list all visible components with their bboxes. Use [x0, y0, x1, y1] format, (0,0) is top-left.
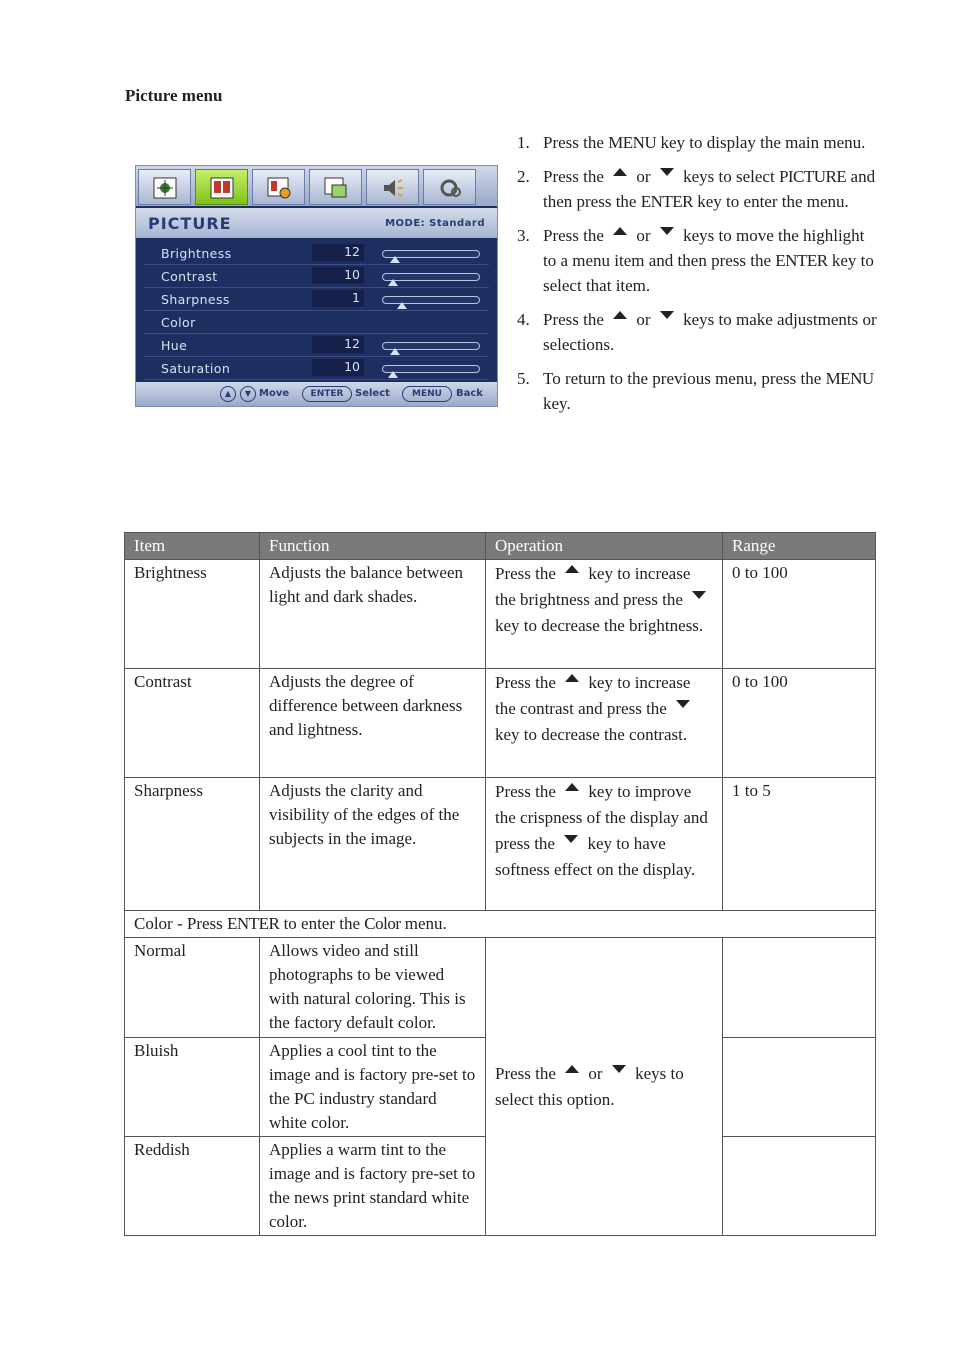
- picture-settings-table: [124, 532, 876, 1236]
- system-icon: [423, 169, 476, 205]
- slider-knob-icon: [390, 256, 400, 263]
- cell-function: Applies a cool tint to the image and is factory pre-set to the PC industry standard white color.: [260, 1038, 486, 1137]
- table-row-sharpness: [125, 778, 876, 911]
- audio-icon: [366, 169, 419, 205]
- up-arrow-icon: [613, 168, 627, 176]
- osd-slider: [382, 342, 480, 350]
- osd-row-label: Color: [161, 315, 196, 330]
- up-arrow-icon: [565, 1065, 579, 1073]
- down-arrow-icon: [660, 311, 674, 319]
- osd-picture-menu-screenshot: [135, 165, 498, 407]
- cell-range: [723, 938, 876, 1038]
- slider-knob-icon: [390, 348, 400, 355]
- osd-slider: [382, 365, 480, 373]
- step-2: 2. Press the or keys to select PICTURE and then press the ENTER key to enter the menu.: [517, 167, 876, 211]
- cell-range: 0 to 100: [723, 669, 876, 778]
- osd-slider: [382, 273, 480, 281]
- header-range: Range: [723, 533, 876, 560]
- cell-item: Bluish: [125, 1038, 260, 1137]
- cell-range: 0 to 100: [723, 560, 876, 669]
- osd-row-contrast: [144, 265, 489, 288]
- osd-row-value: 10: [312, 359, 364, 376]
- osd-row-label: Saturation: [161, 361, 231, 376]
- osd-row-label: Sharpness: [161, 292, 230, 307]
- down-arrow-icon: [660, 168, 674, 176]
- cell-color-section: Color - Press ENTER to enter the Color menu.: [125, 911, 876, 938]
- osd-row-sharpness: [144, 288, 489, 311]
- cell-item: Sharpness: [125, 778, 260, 911]
- picture-icon: [195, 169, 248, 205]
- section-heading: Picture menu: [125, 86, 223, 105]
- osd-slider: [382, 296, 480, 304]
- footer-move-label: Move: [259, 388, 290, 399]
- slider-knob-icon: [388, 279, 398, 286]
- osd-row-label: Hue: [161, 338, 188, 353]
- osd-footer: [136, 382, 497, 406]
- osd-row-value: 10: [312, 267, 364, 284]
- table-row-brightness: [125, 560, 876, 669]
- down-arrow-icon: ▼: [240, 386, 256, 402]
- display-icon: [138, 169, 191, 205]
- osd-tab-bar: [136, 166, 497, 206]
- up-arrow-icon: [565, 674, 579, 682]
- down-arrow-icon: [676, 700, 690, 708]
- step-3: 3. Press the or keys to move the highlight to a menu item and then press the ENTER key to select that item.: [517, 226, 874, 295]
- slider-knob-icon: [388, 371, 398, 378]
- cell-function: Allows video and still photographs to be viewed with natural coloring. This is the factory default color.: [260, 938, 486, 1038]
- table-row-normal: [125, 938, 876, 1038]
- down-arrow-icon: [660, 227, 674, 235]
- osd-row-hue: [144, 334, 489, 357]
- table-row-contrast: [125, 669, 876, 778]
- cell-item: Contrast: [125, 669, 260, 778]
- cell-function: Adjusts the balance between light and dark shades.: [260, 560, 486, 669]
- header-item: Item: [125, 533, 260, 560]
- slider-knob-icon: [397, 302, 407, 309]
- cell-range: [723, 1137, 876, 1236]
- table-row-color-section: [125, 911, 876, 938]
- osd-row-color: [144, 311, 489, 334]
- footer-enter-key: ENTER: [302, 386, 352, 402]
- dynamic-view-icon: [309, 169, 362, 205]
- step-5: 5. To return to the previous menu, press the MENU key.: [517, 369, 874, 413]
- cell-range: 1 to 5: [723, 778, 876, 911]
- down-arrow-icon: [612, 1065, 626, 1073]
- cell-item: Brightness: [125, 560, 260, 669]
- cell-operation: Press the key to increase the brightness and press the key to decrease the brightness.: [486, 560, 723, 669]
- header-function: Function: [260, 533, 486, 560]
- picture-advanced-icon: [252, 169, 305, 205]
- up-arrow-icon: [565, 565, 579, 573]
- cell-item: Normal: [125, 938, 260, 1038]
- osd-row-label: Brightness: [161, 246, 232, 261]
- osd-row-value: 12: [312, 336, 364, 353]
- footer-back-label: Back: [456, 388, 483, 399]
- osd-row-label: Contrast: [161, 269, 218, 284]
- down-arrow-icon: [564, 835, 578, 843]
- cell-operation: Press the key to increase the contrast and press the key to decrease the contrast.: [486, 669, 723, 778]
- step-4: 4. Press the or keys to make adjustments or selections.: [517, 310, 877, 354]
- up-arrow-icon: [613, 227, 627, 235]
- up-arrow-icon: [565, 783, 579, 791]
- up-arrow-icon: [613, 311, 627, 319]
- header-operation: Operation: [486, 533, 723, 560]
- step-1: 1. Press the MENU key to display the main menu.: [517, 133, 866, 152]
- osd-settings-list: [144, 242, 489, 378]
- osd-mode: MODE: Standard: [385, 218, 485, 229]
- osd-row-value: 1: [312, 290, 364, 307]
- cell-function: Applies a warm tint to the image and is factory pre-set to the news print standard white color.: [260, 1137, 486, 1236]
- cell-range: [723, 1038, 876, 1137]
- up-arrow-icon: ▲: [220, 386, 236, 402]
- cell-function: Adjusts the degree of difference between darkness and lightness.: [260, 669, 486, 778]
- instruction-steps: [517, 130, 877, 425]
- cell-item: Reddish: [125, 1137, 260, 1236]
- osd-row-brightness: [144, 242, 489, 265]
- footer-menu-key: MENU: [402, 386, 452, 402]
- osd-slider: [382, 250, 480, 258]
- down-arrow-icon: [692, 591, 706, 599]
- cell-operation-color: Press the or keys to select this option.: [486, 938, 723, 1236]
- osd-title: PICTURE: [148, 214, 232, 233]
- footer-select-label: Select: [355, 388, 390, 399]
- cell-function: Adjusts the clarity and visibility of the edges of the subjects in the image.: [260, 778, 486, 911]
- table-header-row: [125, 533, 876, 560]
- osd-row-value: 12: [312, 244, 364, 261]
- osd-row-saturation: [144, 357, 489, 380]
- osd-title-bar: [136, 208, 497, 238]
- cell-operation: Press the key to improve the crispness of the display and press the key to have softness effect on the display.: [486, 778, 723, 911]
